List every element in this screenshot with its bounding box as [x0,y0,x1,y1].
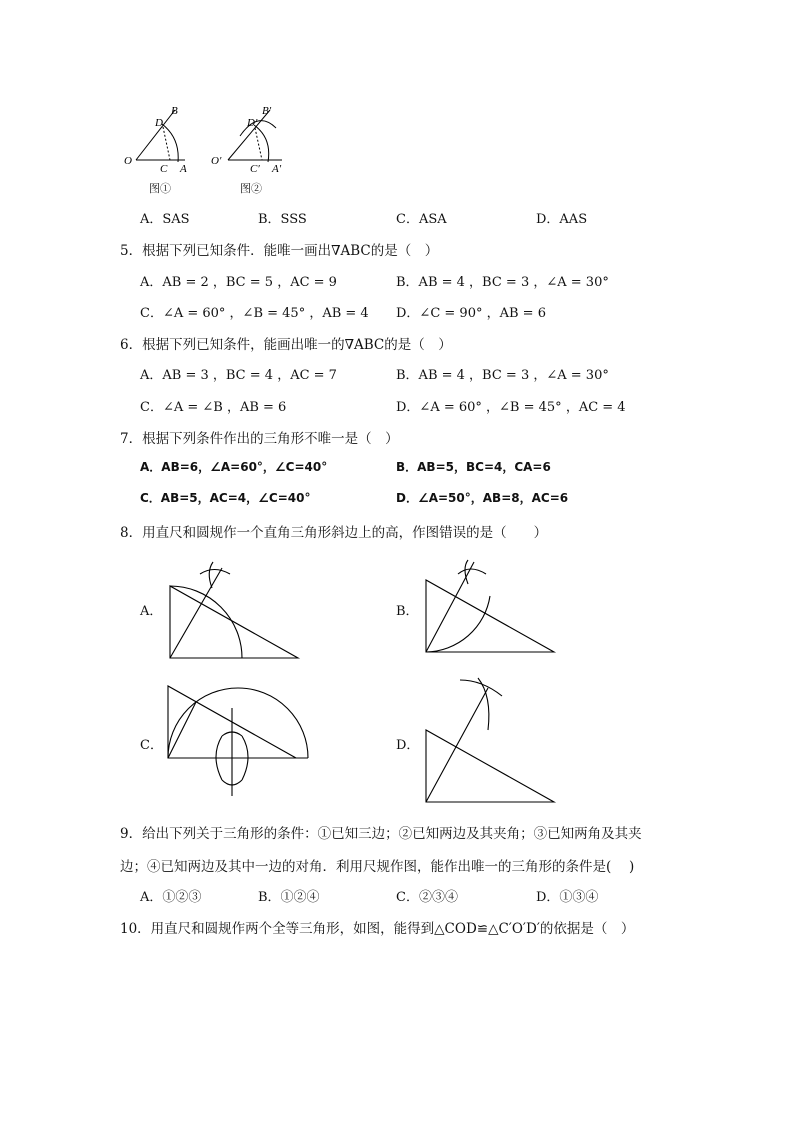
q9-option-a: A．①②③ [140,890,202,905]
q6-stem: 6．根据下列已知条件，能画出唯一的∇ABC的是（ ） [120,337,452,353]
q7-option-a: A．AB=6，∠A=60°，∠C=40° [140,460,328,474]
q4-option-c: C．ASA [396,212,447,227]
q5-option-b: B．AB = 4 ，BC = 3 ，∠A = 30° [396,275,609,290]
q8-figure-a [170,562,298,658]
fig1-caption: 图① [149,182,171,195]
q4-option-a: A．SAS [140,212,190,227]
q5-option-c: C．∠A = 60° ，∠B = 45° ，AB = 4 [140,306,369,321]
q7-option-b: B．AB=5，BC=4，CA=6 [396,460,551,474]
q5-option-a: A．AB = 2 ，BC = 5 ，AC = 9 [140,275,337,290]
q9-option-b: B．①②④ [258,890,320,905]
fig1-label-C: C [160,163,168,175]
q6-option-a: A．AB = 3 ，BC = 4 ，AC = 7 [140,368,337,383]
fig2-label-A: A′ [272,163,282,175]
q7-option-c: C．AB=5，AC=4，∠C=40° [140,491,311,505]
q5-stem: 5．根据下列已知条件．能唯一画出∇ABC的是（ ） [120,243,439,259]
q6-option-c: C．∠A = ∠B ，AB = 6 [140,400,287,415]
q8-label-d: D． [396,738,420,753]
fig2-label-D: D′ [247,117,258,129]
q8-figure-b [426,560,554,652]
q4-option-b: B．SSS [258,212,307,227]
q10-stem: 10．用直尺和圆规作两个全等三角形，如图，能得到△COD≌△C′O′D′的依据是（ ） [120,921,635,937]
q5-option-d: D．∠C = 90° ，AB = 6 [396,306,546,321]
fig2-label-O: O′ [211,155,222,167]
fig1-label-O: O [124,155,132,167]
q9-stem-line1: 9．给出下列关于三角形的条件：①已知三边；②已知两边及其夹角；③已知两角及其夹 [120,826,642,842]
fig1-label-B: B [171,105,178,117]
q8-figure-c [168,686,308,796]
q9-option-d: D．①③④ [536,890,599,905]
q8-label-c: C． [140,738,163,753]
fig2-caption: 图② [240,182,262,195]
fig2-label-B: B′ [262,105,272,117]
fig2-label-C: C′ [250,163,260,175]
q9-stem-line2: 边；④已知两边及其中一边的对角．利用尺规作图，能作出唯一的三角形的条件是( ) [120,859,635,875]
fig1-label-D: D [155,117,163,129]
q7-option-d: D．∠A=50°，AB=8，AC=6 [396,491,569,505]
fig1-label-A: A [180,163,187,175]
q8-label-b: B． [396,604,419,619]
q8-stem: 8．用直尺和圆规作一个直角三角形斜边上的高，作图错误的是（ ） [120,525,548,541]
q4-option-d: D．AAS [536,212,588,227]
q8-label-a: A． [140,604,163,619]
q7-stem: 7．根据下列条件作出的三角形不唯一是（ ） [120,431,399,447]
q6-option-b: B．AB = 4 ，BC = 3 ，∠A = 30° [396,368,609,383]
q9-option-c: C．②③④ [396,890,458,905]
q8-figure-d [426,678,554,802]
q6-option-d: D．∠A = 60° ，∠B = 45° ，AC = 4 [396,400,626,415]
